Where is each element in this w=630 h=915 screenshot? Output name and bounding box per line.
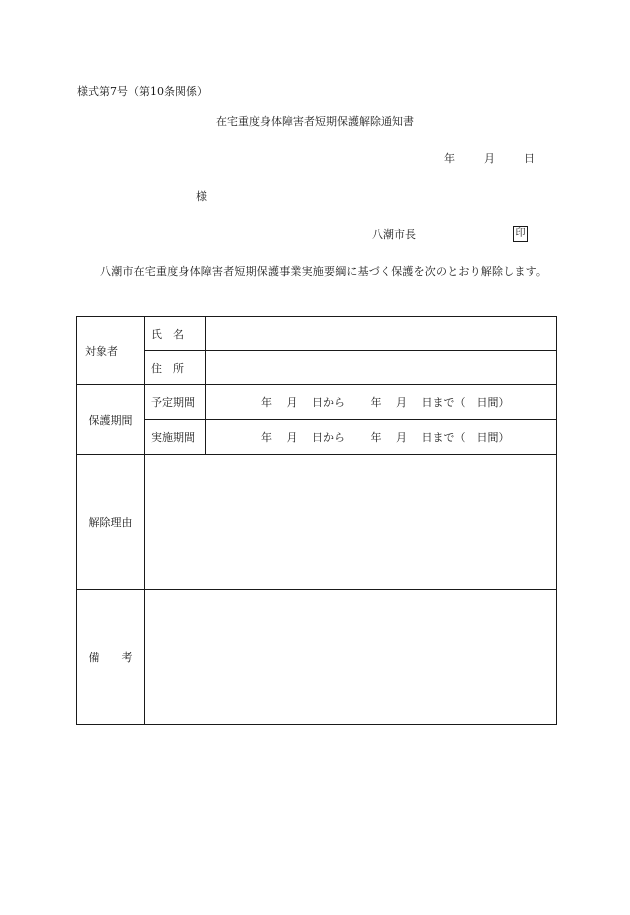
planned-period-field[interactable]: 年 月 日から 年 月 日まで（ 日間） — [206, 385, 557, 420]
form-number: 様式第7号（第10条関係） — [77, 85, 208, 98]
reason-field[interactable] — [145, 455, 557, 590]
name-label: 氏 名 — [145, 317, 206, 351]
date-line — [444, 153, 535, 164]
address-field[interactable] — [206, 351, 557, 385]
actual-label: 実施期間 — [145, 420, 206, 455]
reason-label: 解除理由 — [77, 455, 145, 590]
remarks-field[interactable] — [145, 590, 557, 725]
notice-table — [76, 316, 557, 725]
planned-label: 予定期間 — [145, 385, 206, 420]
notice-body: 八潮市在宅重度身体障害者短期保護事業実施要綱に基づく保護を次のとおり解除します。 — [100, 265, 548, 278]
remarks-label: 備 考 — [77, 590, 145, 725]
seal-mark: 印 — [513, 226, 528, 242]
date-month: 月 — [484, 152, 495, 165]
name-field[interactable] — [206, 317, 557, 351]
subject-label-cell — [77, 317, 145, 385]
date-year: 年 — [444, 152, 455, 165]
date-day: 日 — [524, 152, 535, 165]
document-title: 在宅重度身体障害者短期保護解除通知書 — [216, 115, 414, 128]
subject-label: 対象者 — [85, 344, 118, 358]
address-label: 住 所 — [145, 351, 206, 385]
actual-period-field[interactable]: 年 月 日から 年 月 日まで（ 日間） — [206, 420, 557, 455]
issuer-name: 八潮市長 — [372, 228, 416, 241]
addressee-suffix: 様 — [196, 190, 207, 203]
period-label: 保護期間 — [77, 385, 145, 455]
